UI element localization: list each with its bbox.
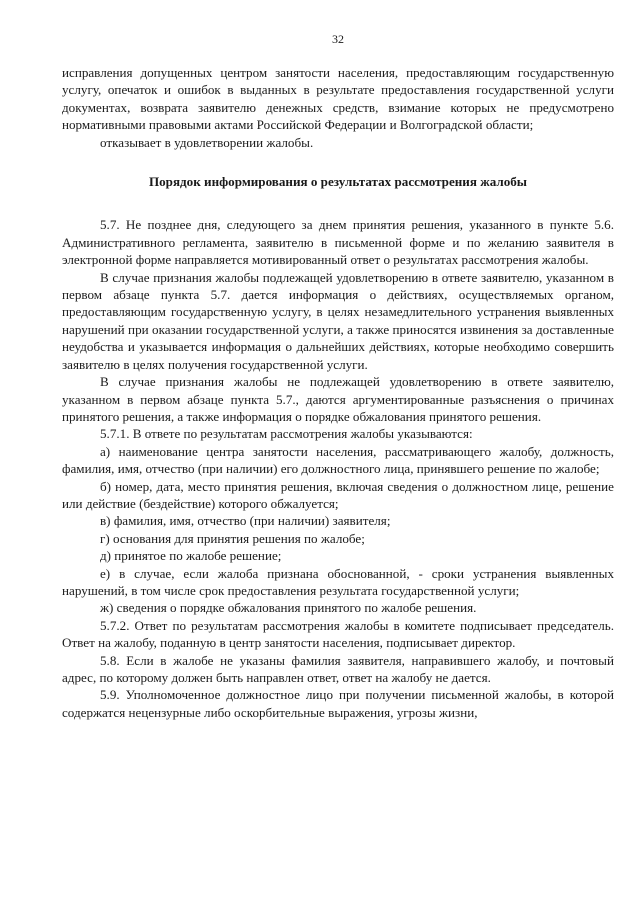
paragraph: исправления допущенных центром занятости населения, предоставляющим государственную услугу, опечаток и ошибок в выданных в результате предоставления государственной услуги документах, возврата заявителю денежных средств, взимание которых не предусмотрено нормативными правовыми актами Российской Федерации и Волгоградской области; bbox=[62, 65, 614, 133]
list-item: ж) сведения о порядке обжалования принятого по жалобе решения. bbox=[100, 600, 477, 616]
list-item: в) фамилия, имя, отчество (при наличии) заявителя; bbox=[100, 513, 391, 529]
paragraph: 5.9. Уполномоченное должностное лицо при получении письменной жалобы, в которой содержатся нецензурные либо оскорбительные выражения, угрозы жизни, bbox=[62, 687, 614, 720]
list-item: б) номер, дата, место принятия решения, включая сведения о должностном лице, решение или действие (бездействие) которого обжалуется; bbox=[62, 478, 614, 511]
paragraph: В случае признания жалобы подлежащей удовлетворению в ответе заявителю, указанном в первом абзаце пункта 5.7. дается информация о действиях, осуществляемых органом, предоставляющим государственную услугу, в целях незамедлительного устранения выявленных нарушений при оказании государственной услуги, а также приносятся извинения за доставленные неудобства и указывается информация о дальнейших действиях, которые необходимо совершить заявителю в целях получения государственной услуги. bbox=[62, 269, 614, 372]
paragraph: отказывает в удовлетворении жалобы. bbox=[100, 134, 314, 150]
paragraph: 5.7. Не позднее дня, следующего за днем принятия решения, указанного в пункте 5.6. Административного регламента, заявителю в письменной форме и по желанию заявителя в электронной форме направляется мотивированный ответ о результатах рассмотрения жалобы. bbox=[62, 217, 614, 268]
paragraph: В случае признания жалобы не подлежащей удовлетворению в ответе заявителю, указанном в первом абзаце пункта 5.7., даются аргументированные разъяснения о причинах принятого решения, а также информация о порядке обжалования принятого решения. bbox=[62, 374, 614, 424]
list-item: е) в случае, если жалоба признана обоснованной, - сроки устранения выявленных нарушений, в том числе срок предоставления результата государственной услуги; bbox=[62, 565, 614, 598]
page-number: 32 bbox=[332, 32, 344, 46]
paragraph: 5.7.1. В ответе по результатам рассмотрения жалобы указываются: bbox=[100, 426, 473, 442]
list-item: д) принятое по жалобе решение; bbox=[100, 548, 282, 564]
paragraph: 5.7.2. Ответ по результатам рассмотрения жалобы в комитете подписывает председатель. Ответ на жалобу, поданную в центр занятости населения, подписывает директор. bbox=[62, 617, 614, 651]
section-heading: Порядок информирования о результатах рассмотрения жалобы bbox=[148, 174, 528, 190]
list-item: г) основания для принятия решения по жалобе; bbox=[100, 530, 365, 546]
document-body bbox=[62, 64, 614, 721]
paragraph: 5.8. Если в жалобе не указаны фамилия заявителя, направившего жалобу, и почтовый адрес, по которому должен быть направлен ответ, ответ на жалобу не дается. bbox=[62, 652, 614, 685]
document-page bbox=[62, 0, 614, 905]
list-item: а) наименование центра занятости населения, рассматривающего жалобу, должность, фамилия, имя, отчество (при наличии) его должностного лица, принявшего решение по жалобе; bbox=[62, 443, 614, 477]
